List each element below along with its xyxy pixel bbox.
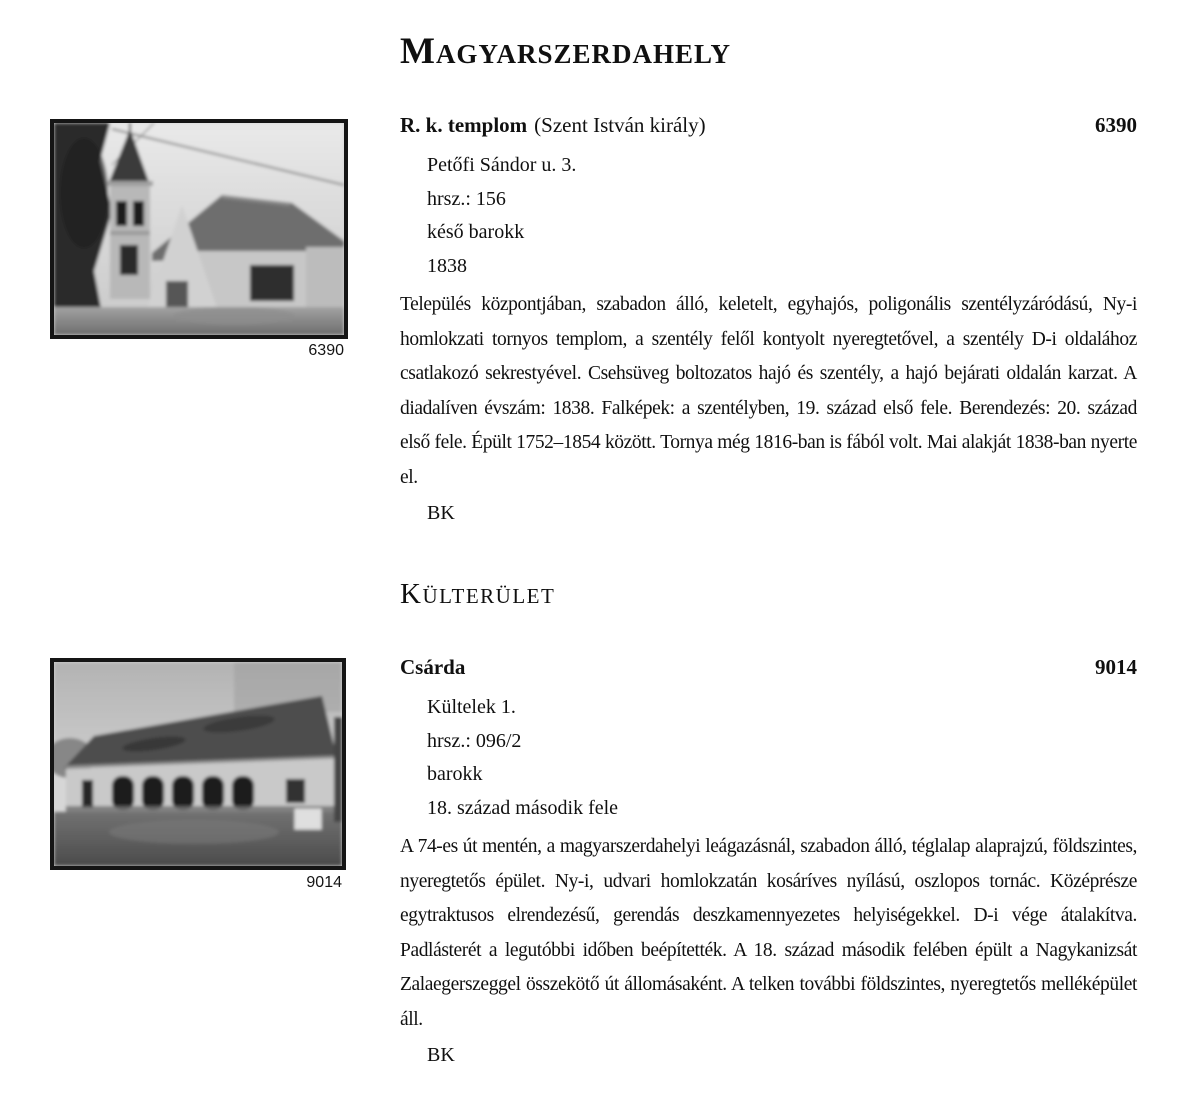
entry-header — [400, 652, 1137, 685]
entry-author: BK — [427, 501, 455, 524]
entry-details — [427, 149, 1137, 283]
entry-author: BK — [427, 1043, 455, 1066]
porch-arch — [142, 776, 164, 810]
detail-style: késő barokk — [427, 221, 525, 243]
entry-id: 6390 — [1095, 113, 1137, 137]
photo-church — [50, 119, 348, 339]
detail-hrsz: hrsz.: 156 — [427, 187, 506, 210]
section-heading-rest: ÜLTERÜLET — [422, 584, 556, 608]
sign — [294, 808, 322, 830]
detail-date: 1838 — [427, 254, 467, 277]
entry-name-note: (Szent István király) — [534, 113, 706, 137]
porch-arch — [172, 776, 194, 810]
page-title — [400, 30, 731, 73]
section-heading — [400, 578, 555, 611]
porch-arch — [202, 776, 224, 810]
photo-caption: 9014 — [306, 874, 342, 891]
detail-style: barokk — [427, 763, 483, 785]
entry-name: R. k. templom — [400, 113, 528, 137]
porch-arch — [112, 776, 134, 810]
entry-name: Csárda — [400, 655, 466, 679]
page-title-initial: M — [400, 31, 436, 72]
entry-description: A 74-es út mentén, a magyarszerdahelyi leágazásnál, szabadon álló, téglalap alaprajzú, földszintes, nyeregtetős épület. Ny-i, udvari homlokzatán kosáríves nyílású, oszlopos tornác. Középrésze egytraktusos elrendezésű, gerendás deszkamennyezetes helyiségekkel. D-i vége átalakítva. Padlásterét a legutóbbi időben beépítették. A 18. század második felében épült a Nagykanizsát Zalaegerszeggel összekötő út állomásaként. A telken további földszintes, nyeregtetős melléképület áll. — [400, 836, 1137, 1030]
door — [82, 780, 93, 808]
detail-address: Petőfi Sándor u. 3. — [427, 154, 577, 176]
detail-address: Kültelek 1. — [427, 696, 516, 718]
entry-title — [400, 652, 472, 685]
detail-date: 18. század második fele — [427, 796, 619, 819]
detail-hrsz: hrsz.: 096/2 — [427, 729, 522, 752]
porch-arch — [232, 776, 254, 810]
entry-title — [400, 110, 706, 143]
photo-csarda — [50, 658, 346, 870]
photo-csarda-image — [54, 662, 342, 866]
tower-body — [110, 181, 150, 299]
entry-description: Település központjában, szabadon álló, keletelt, egyhajós, poligonális szentélyzáródású, Ny-i homlokzati tornyos templom, a szentély felől kontyolt nyeregtetővel, a szentély D-i oldalához csatlakozó sekrestyével. Csehsüveg boltozatos hajó és szentély, a hajó bejárati oldalán karzat. A diadalíven évszám: 1838. Falképek: a szentélyben, 19. század első fele. Berendezés: 20. század első fele. Épült 1752–1854 között. Tornya még 1816-ban is fából volt. Mai alakját 1838-ban nyerte el. — [400, 294, 1137, 488]
photo-church-image — [54, 123, 344, 335]
entry-header — [400, 110, 1137, 143]
entry-templom — [400, 110, 1137, 531]
entry-csarda — [400, 652, 1137, 1073]
entry-details — [427, 691, 1137, 825]
photo-caption: 6390 — [308, 342, 344, 359]
window — [286, 779, 305, 803]
section-heading-initial: K — [400, 578, 423, 610]
entry-id: 9014 — [1095, 655, 1137, 679]
page-title-rest: AGYARSZERDAHELY — [435, 39, 732, 69]
nave-window — [250, 265, 294, 301]
